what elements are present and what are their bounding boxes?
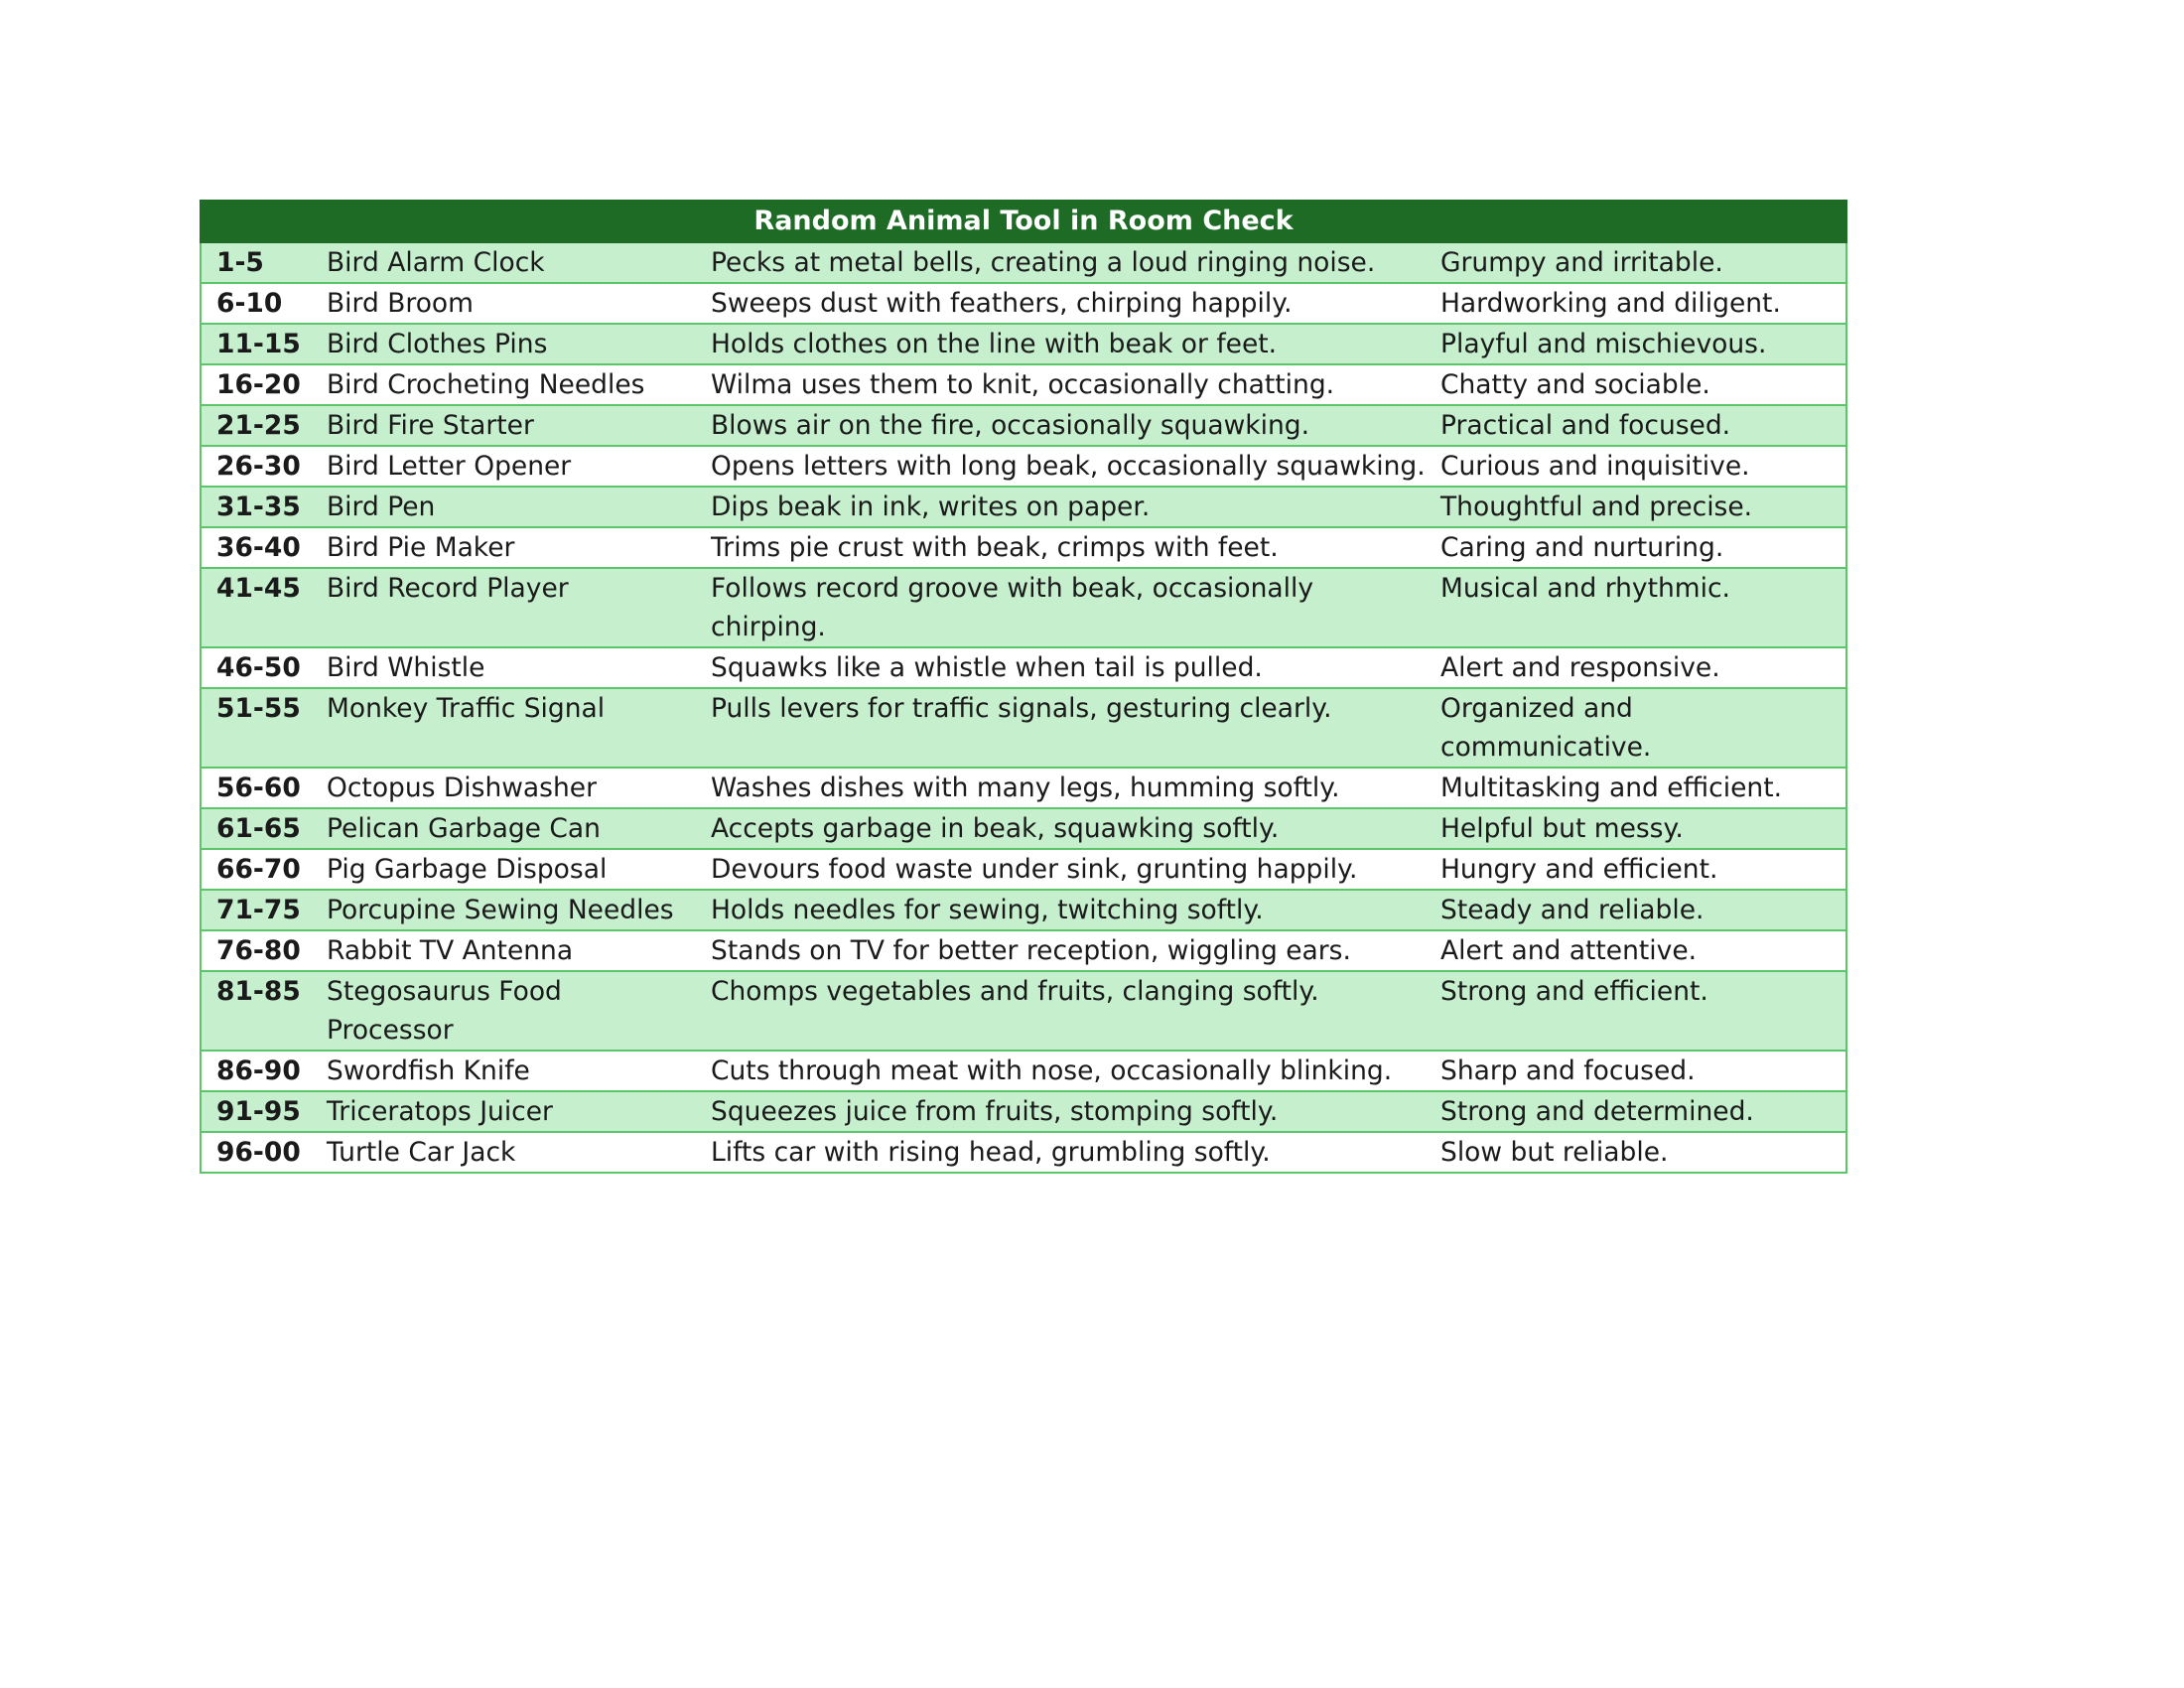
description-cell: Blows air on the fire, occasionally squawking. <box>696 405 1426 446</box>
roll-range-cell: 51-55 <box>201 688 312 768</box>
description-cell: Squeezes juice from fruits, stomping softly. <box>696 1091 1426 1132</box>
personality-cell: Musical and rhythmic. <box>1426 568 1846 647</box>
description-cell: Cuts through meat with nose, occasionally blinking. <box>696 1051 1426 1091</box>
roll-range-cell: 36-40 <box>201 527 312 568</box>
tool-name-cell: Bird Broom <box>312 283 696 324</box>
description-cell: Lifts car with rising head, grumbling softly. <box>696 1132 1426 1173</box>
roll-range-cell: 31-35 <box>201 487 312 527</box>
roll-range-cell: 11-15 <box>201 324 312 364</box>
table-title-row <box>201 201 1846 242</box>
description-cell: Sweeps dust with feathers, chirping happily. <box>696 283 1426 324</box>
roll-range-cell: 86-90 <box>201 1051 312 1091</box>
roll-range-cell: 1-5 <box>201 242 312 283</box>
tool-name-cell: Monkey Traffic Signal <box>312 688 696 768</box>
personality-cell: Curious and inquisitive. <box>1426 446 1846 487</box>
table-row <box>201 446 1846 487</box>
tool-name-cell: Bird Pie Maker <box>312 527 696 568</box>
personality-cell: Slow but reliable. <box>1426 1132 1846 1173</box>
tool-name-cell: Bird Whistle <box>312 647 696 688</box>
personality-cell: Alert and responsive. <box>1426 647 1846 688</box>
table-row <box>201 487 1846 527</box>
tool-name-cell: Bird Alarm Clock <box>312 242 696 283</box>
description-cell: Washes dishes with many legs, humming softly. <box>696 768 1426 808</box>
description-cell: Pecks at metal bells, creating a loud ringing noise. <box>696 242 1426 283</box>
description-cell: Dips beak in ink, writes on paper. <box>696 487 1426 527</box>
description-cell: Holds clothes on the line with beak or feet. <box>696 324 1426 364</box>
personality-cell: Organized and communicative. <box>1426 688 1846 768</box>
description-cell: Stands on TV for better reception, wiggling ears. <box>696 930 1426 971</box>
roll-range-cell: 81-85 <box>201 971 312 1051</box>
table-row <box>201 971 1846 1051</box>
table-row <box>201 768 1846 808</box>
personality-cell: Chatty and sociable. <box>1426 364 1846 405</box>
personality-cell: Playful and mischievous. <box>1426 324 1846 364</box>
table-row <box>201 283 1846 324</box>
tool-name-cell: Bird Pen <box>312 487 696 527</box>
table-row <box>201 808 1846 849</box>
tool-name-cell: Pelican Garbage Can <box>312 808 696 849</box>
description-cell: Follows record groove with beak, occasionally chirping. <box>696 568 1426 647</box>
description-cell: Wilma uses them to knit, occasionally chatting. <box>696 364 1426 405</box>
description-cell: Holds needles for sewing, twitching softly. <box>696 890 1426 930</box>
personality-cell: Multitasking and efficient. <box>1426 768 1846 808</box>
description-cell: Squawks like a whistle when tail is pulled. <box>696 647 1426 688</box>
table-row <box>201 324 1846 364</box>
personality-cell: Strong and determined. <box>1426 1091 1846 1132</box>
table-row <box>201 242 1846 283</box>
roll-range-cell: 16-20 <box>201 364 312 405</box>
description-cell: Accepts garbage in beak, squawking softly. <box>696 808 1426 849</box>
tool-name-cell: Bird Clothes Pins <box>312 324 696 364</box>
personality-cell: Grumpy and irritable. <box>1426 242 1846 283</box>
personality-cell: Hardworking and diligent. <box>1426 283 1846 324</box>
personality-cell: Helpful but messy. <box>1426 808 1846 849</box>
roll-range-cell: 76-80 <box>201 930 312 971</box>
table-row <box>201 568 1846 647</box>
table-row <box>201 364 1846 405</box>
personality-cell: Thoughtful and precise. <box>1426 487 1846 527</box>
tool-name-cell: Bird Crocheting Needles <box>312 364 696 405</box>
tool-name-cell: Porcupine Sewing Needles <box>312 890 696 930</box>
random-animal-tool-table <box>200 200 1847 1174</box>
personality-cell: Strong and efficient. <box>1426 971 1846 1051</box>
table-title: Random Animal Tool in Room Check <box>201 201 1846 242</box>
roll-range-cell: 91-95 <box>201 1091 312 1132</box>
tool-name-cell: Bird Letter Opener <box>312 446 696 487</box>
roll-range-cell: 21-25 <box>201 405 312 446</box>
table-row <box>201 890 1846 930</box>
roll-range-cell: 56-60 <box>201 768 312 808</box>
tool-name-cell: Bird Record Player <box>312 568 696 647</box>
tool-name-cell: Triceratops Juicer <box>312 1091 696 1132</box>
roll-range-cell: 96-00 <box>201 1132 312 1173</box>
roll-range-cell: 66-70 <box>201 849 312 890</box>
table-row <box>201 849 1846 890</box>
personality-cell: Practical and focused. <box>1426 405 1846 446</box>
table-row <box>201 405 1846 446</box>
description-cell: Opens letters with long beak, occasionally squawking. <box>696 446 1426 487</box>
tool-name-cell: Rabbit TV Antenna <box>312 930 696 971</box>
tool-name-cell: Turtle Car Jack <box>312 1132 696 1173</box>
table-row <box>201 1091 1846 1132</box>
roll-range-cell: 41-45 <box>201 568 312 647</box>
roll-range-cell: 71-75 <box>201 890 312 930</box>
description-cell: Devours food waste under sink, grunting happily. <box>696 849 1426 890</box>
personality-cell: Steady and reliable. <box>1426 890 1846 930</box>
tool-name-cell: Pig Garbage Disposal <box>312 849 696 890</box>
tool-name-cell: Stegosaurus Food Processor <box>312 971 696 1051</box>
roll-range-cell: 26-30 <box>201 446 312 487</box>
table-row <box>201 647 1846 688</box>
tool-name-cell: Bird Fire Starter <box>312 405 696 446</box>
roll-range-cell: 61-65 <box>201 808 312 849</box>
tool-name-cell: Swordfish Knife <box>312 1051 696 1091</box>
personality-cell: Alert and attentive. <box>1426 930 1846 971</box>
tool-name-cell: Octopus Dishwasher <box>312 768 696 808</box>
table-row <box>201 930 1846 971</box>
table-body <box>201 242 1846 1173</box>
personality-cell: Sharp and focused. <box>1426 1051 1846 1091</box>
table-row <box>201 688 1846 768</box>
roll-range-cell: 6-10 <box>201 283 312 324</box>
table-row <box>201 527 1846 568</box>
description-cell: Chomps vegetables and fruits, clanging softly. <box>696 971 1426 1051</box>
description-cell: Trims pie crust with beak, crimps with feet. <box>696 527 1426 568</box>
table-row <box>201 1132 1846 1173</box>
personality-cell: Hungry and efficient. <box>1426 849 1846 890</box>
description-cell: Pulls levers for traffic signals, gesturing clearly. <box>696 688 1426 768</box>
table-row <box>201 1051 1846 1091</box>
roll-range-cell: 46-50 <box>201 647 312 688</box>
personality-cell: Caring and nurturing. <box>1426 527 1846 568</box>
